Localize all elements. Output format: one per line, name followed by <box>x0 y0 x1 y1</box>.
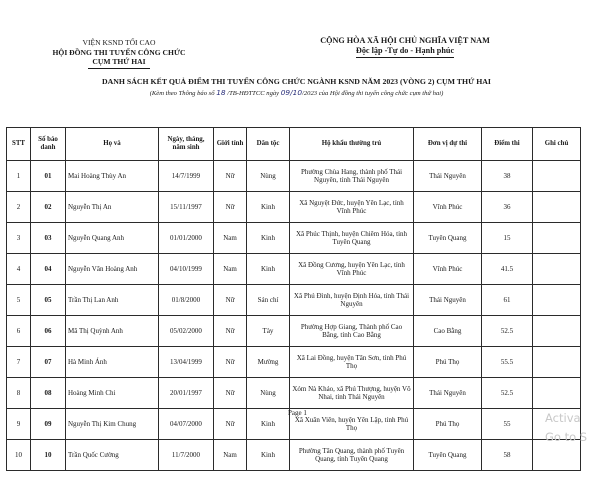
table-row <box>7 316 581 347</box>
cell-ethnicity: Kinh <box>247 254 290 285</box>
subtitle-part-1: (Kèm theo Thông báo số <box>149 90 217 97</box>
cell-notes <box>533 254 581 285</box>
cell-date-of-birth: 11/7/2000 <box>159 440 214 471</box>
national-motto-header <box>290 36 520 58</box>
cell-notes <box>533 347 581 378</box>
watermark-line-2: Go to S <box>545 430 588 444</box>
cell-candidate-number: 08 <box>31 378 66 409</box>
cell-ethnicity: Kinh <box>247 192 290 223</box>
cell-date-of-birth: 01/01/2000 <box>159 223 214 254</box>
cell-full-name: Trần Thị Lan Anh <box>66 285 159 316</box>
cell-permanent-residence: Xã Phú Đình, huyện Định Hóa, tỉnh Thái Nguyên <box>290 285 414 316</box>
cell-stt: 3 <box>7 223 31 254</box>
cell-exam-unit: Phú Thọ <box>414 347 482 378</box>
header-exam-unit: Đơn vị dự thi <box>414 128 482 161</box>
cell-full-name: Nguyễn Văn Hoàng Anh <box>66 254 159 285</box>
cell-exam-unit: Vĩnh Phúc <box>414 192 482 223</box>
cell-score: 52.5 <box>482 316 533 347</box>
header-full-name: Họ và <box>66 128 159 161</box>
cell-date-of-birth: 20/01/1997 <box>159 378 214 409</box>
cell-score: 41.5 <box>482 254 533 285</box>
cell-ethnicity: Mường <box>247 347 290 378</box>
cell-stt: 6 <box>7 316 31 347</box>
cell-stt: 8 <box>7 378 31 409</box>
cell-stt: 7 <box>7 347 31 378</box>
cell-permanent-residence: Xã Lai Đồng, huyện Tân Sơn, tỉnh Phú Thọ <box>290 347 414 378</box>
results-table <box>6 127 581 471</box>
country-name: CỘNG HÒA XÃ HỘI CHỦ NGHĨA VIỆT NAM <box>320 36 490 45</box>
handwritten-date: 09/10 <box>280 88 303 97</box>
cell-gender: Nữ <box>214 347 247 378</box>
cell-ethnicity: Nùng <box>247 378 290 409</box>
cell-candidate-number: 06 <box>31 316 66 347</box>
table-header-row <box>7 128 581 161</box>
cell-gender: Nữ <box>214 316 247 347</box>
cell-candidate-number: 10 <box>31 440 66 471</box>
table-row <box>7 285 581 316</box>
cell-score: 58 <box>482 440 533 471</box>
watermark-line-1: Activa <box>545 411 581 425</box>
cell-ethnicity: Kinh <box>247 223 290 254</box>
cell-exam-unit: Phú Thọ <box>414 409 482 440</box>
cell-ethnicity: Sán chí <box>247 285 290 316</box>
cell-candidate-number: 05 <box>31 285 66 316</box>
cell-date-of-birth: 13/04/1999 <box>159 347 214 378</box>
table-row <box>7 192 581 223</box>
cell-gender: Nữ <box>214 378 247 409</box>
cell-date-of-birth: 15/11/1997 <box>159 192 214 223</box>
header-notes: Ghi chú <box>533 128 581 161</box>
cell-date-of-birth: 14/7/1999 <box>159 161 214 192</box>
header-candidate-number: Số báo danh <box>31 128 66 161</box>
issuing-agency-header <box>44 38 194 69</box>
cell-notes <box>533 316 581 347</box>
cell-gender: Nữ <box>214 161 247 192</box>
table-row <box>7 223 581 254</box>
cell-full-name: Nguyễn Thị An <box>66 192 159 223</box>
cell-score: 36 <box>482 192 533 223</box>
cell-permanent-residence: Phường Tân Quang, thành phố Tuyên Quang, tỉnh Tuyên Quang <box>290 440 414 471</box>
cell-stt: 4 <box>7 254 31 285</box>
cell-exam-unit: Thái Nguyên <box>414 285 482 316</box>
header-ethnicity: Dân tộc <box>247 128 290 161</box>
cell-notes <box>533 192 581 223</box>
cell-permanent-residence: Xã Phúc Thịnh, huyện Chiêm Hóa, tỉnh Tuyên Quang <box>290 223 414 254</box>
cell-full-name: Trần Quốc Cường <box>66 440 159 471</box>
cell-notes <box>533 223 581 254</box>
agency-name: VIỆN KSND TỐI CAO <box>82 38 156 47</box>
cell-notes <box>533 161 581 192</box>
document-subtitle <box>0 88 593 97</box>
motto: Độc lập -Tự do - Hạnh phúc <box>356 46 454 58</box>
header-permanent-residence: Hộ khẩu thường trú <box>290 128 414 161</box>
cell-notes <box>533 378 581 409</box>
cell-gender: Nữ <box>214 285 247 316</box>
cell-stt: 9 <box>7 409 31 440</box>
cell-full-name: Hà Minh Ánh <box>66 347 159 378</box>
cell-permanent-residence: Xã Đồng Cương, huyện Yên Lạc, tỉnh Vĩnh Phúc <box>290 254 414 285</box>
cell-full-name: Mã Thị Quỳnh Anh <box>66 316 159 347</box>
cell-candidate-number: 02 <box>31 192 66 223</box>
cell-notes <box>533 285 581 316</box>
cell-score: 55 <box>482 409 533 440</box>
activation-watermark <box>545 409 587 447</box>
cell-exam-unit: Tuyên Quang <box>414 440 482 471</box>
cell-candidate-number: 09 <box>31 409 66 440</box>
table-row <box>7 347 581 378</box>
cell-exam-unit: Cao Bằng <box>414 316 482 347</box>
cell-exam-unit: Thái Nguyên <box>414 161 482 192</box>
cell-full-name: Mai Hoàng Thùy An <box>66 161 159 192</box>
council-name: HỘI ĐỒNG THI TUYỂN CÔNG CHỨC <box>52 47 186 57</box>
table-row <box>7 440 581 471</box>
cell-candidate-number: 03 <box>31 223 66 254</box>
cell-score: 55.5 <box>482 347 533 378</box>
cell-candidate-number: 07 <box>31 347 66 378</box>
cell-full-name: Hoàng Minh Chi <box>66 378 159 409</box>
cell-date-of-birth: 01/8/2000 <box>159 285 214 316</box>
subtitle-part-3: /2023 của Hội đồng thi tuyển công chức cụm thứ hai) <box>302 90 444 97</box>
subtitle-part-2: /TB-HĐTTCC ngày <box>225 90 281 97</box>
cell-candidate-number: 04 <box>31 254 66 285</box>
cell-stt: 1 <box>7 161 31 192</box>
cell-gender: Nam <box>214 440 247 471</box>
cell-permanent-residence: Phường Hợp Giang, Thành phố Cao Bằng, tỉnh Cao Bằng <box>290 316 414 347</box>
cell-score: 52.5 <box>482 378 533 409</box>
cell-exam-unit: Thái Nguyên <box>414 378 482 409</box>
table-body <box>7 161 581 471</box>
cell-date-of-birth: 05/02/2000 <box>159 316 214 347</box>
cell-full-name: Nguyễn Thị Kim Chung <box>66 409 159 440</box>
cell-ethnicity: Nùng <box>247 161 290 192</box>
header-score: Điểm thi <box>482 128 533 161</box>
cell-date-of-birth: 04/10/1999 <box>159 254 214 285</box>
cell-permanent-residence: Xã Nguyệt Đức, huyện Yên Lạc, tỉnh Vĩnh Phúc <box>290 192 414 223</box>
cell-gender: Nữ <box>214 409 247 440</box>
header-date-of-birth: Ngày, tháng, năm sinh <box>159 128 214 161</box>
cell-gender: Nữ <box>214 192 247 223</box>
cell-gender: Nam <box>214 223 247 254</box>
cell-candidate-number: 01 <box>31 161 66 192</box>
cell-ethnicity: Kinh <box>247 440 290 471</box>
cell-exam-unit: Tuyên Quang <box>414 223 482 254</box>
cell-stt: 5 <box>7 285 31 316</box>
cell-score: 38 <box>482 161 533 192</box>
cell-stt: 2 <box>7 192 31 223</box>
cell-permanent-residence: Xóm Nà Khảo, xã Phú Thượng, huyện Võ Nhai, tỉnh Thái Nguyên <box>290 378 414 409</box>
header-stt: STT <box>7 128 31 161</box>
cell-stt: 10 <box>7 440 31 471</box>
page-number: Page 1 <box>288 409 307 417</box>
cell-gender: Nam <box>214 254 247 285</box>
cell-ethnicity: Kinh <box>247 409 290 440</box>
header-gender: Giới tính <box>214 128 247 161</box>
cell-permanent-residence: Phường Chùa Hang, thành phố Thái Nguyên, tỉnh Thái Nguyên <box>290 161 414 192</box>
cell-ethnicity: Tày <box>247 316 290 347</box>
handwritten-notice-number: 18 <box>216 88 226 97</box>
cell-score: 61 <box>482 285 533 316</box>
cell-score: 15 <box>482 223 533 254</box>
table-row <box>7 254 581 285</box>
table-row <box>7 161 581 192</box>
cell-permanent-residence: Xã Xuân Viên, huyện Yên Lập, tỉnh Phú Thọ <box>290 409 414 440</box>
document-title: DANH SÁCH KẾT QUẢ ĐIỂM THI TUYỂN CÔNG CHỨC NGÀNH KSND NĂM 2023 (VÒNG 2) CỤM THỨ HAI <box>102 77 491 86</box>
cluster-name: CỤM THỨ HAI <box>88 57 149 69</box>
cell-date-of-birth: 04/07/2000 <box>159 409 214 440</box>
table-row <box>7 378 581 409</box>
cell-full-name: Nguyễn Quang Anh <box>66 223 159 254</box>
cell-exam-unit: Vĩnh Phúc <box>414 254 482 285</box>
